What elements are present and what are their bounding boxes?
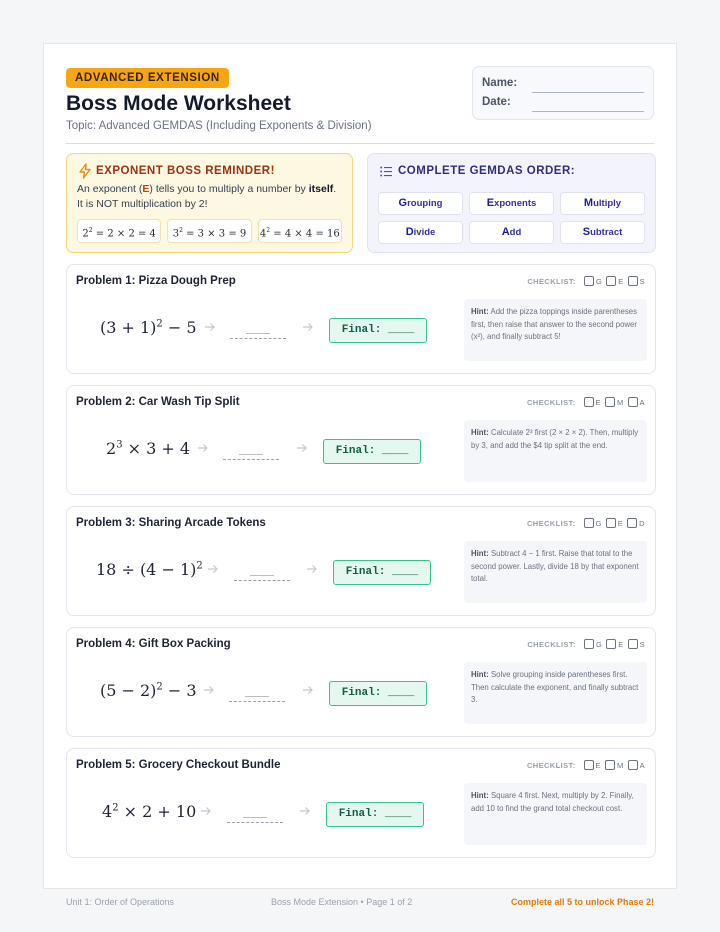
arrow-right-icon [296, 443, 308, 453]
arrow-right-icon [302, 322, 314, 332]
checklist-checkbox[interactable] [584, 276, 594, 286]
arrow-right-icon [204, 322, 216, 332]
problem-expression: $2^3 \times 3 + 4$ [106, 439, 191, 458]
hint-box: Hint: Add the pizza toppings inside parentheses first, then raise that answer to the second power (x²), and finally subtract 5! [464, 299, 647, 361]
gemdas-title: COMPLETE GEMDAS ORDER: [398, 165, 576, 177]
footer-divider [66, 888, 654, 889]
exponent-example: $2^2 = 2 \times 2 = 4$ [77, 219, 161, 243]
step-grouping: Grouping [378, 192, 463, 215]
checklist: CHECKLIST: E M A [526, 760, 645, 770]
work-blank[interactable]: ____ [223, 445, 279, 460]
gemdas-steps [378, 192, 645, 244]
final-answer-box[interactable]: Final: ____ [323, 439, 421, 464]
arrow-right-icon [207, 564, 219, 574]
checklist-checkbox[interactable] [606, 639, 616, 649]
gemdas-order-box [367, 153, 656, 253]
worksheet-page [43, 43, 677, 907]
final-answer-box[interactable]: Final: ____ [329, 318, 427, 343]
checklist-checkbox[interactable] [628, 639, 638, 649]
advanced-extension-badge: ADVANCED EXTENSION [66, 68, 229, 88]
problem-card-1 [66, 264, 656, 374]
problem-title: Problem 3: Sharing Arcade Tokens [76, 517, 266, 529]
hint-box: Hint: Subtract 4 − 1 first. Raise that total to the second power. Lastly, divide 18 by that exponent total. [464, 541, 647, 603]
footer-page-info: Boss Mode Extension • Page 1 of 2 [271, 897, 413, 907]
topic-subtitle: Topic: Advanced GEMDAS (Including Exponents & Division) [66, 120, 372, 132]
problem-card-5 [66, 748, 656, 858]
work-blank[interactable]: ____ [227, 808, 283, 823]
hint-box: Hint: Square 4 first. Next, multiply by 2. Finally, add 10 to find the grand total checkout cost. [464, 783, 647, 845]
step-multiply: Multiply [560, 192, 645, 215]
reminder-text: An exponent (E) tells you to multiply a number by itself. It is NOT multiplication by 2! [77, 183, 337, 210]
checklist-checkbox[interactable] [605, 760, 615, 770]
work-blank[interactable]: ____ [230, 324, 286, 339]
arrow-right-icon [302, 685, 314, 695]
exponent-example: $4^2 = 4 \times 4 = 16$ [258, 219, 342, 243]
problem-card-3 [66, 506, 656, 616]
footer-unlock-note: Complete all 5 to unlock Phase 2! [510, 897, 654, 907]
final-answer-box[interactable]: Final: ____ [329, 681, 427, 706]
checklist-checkbox[interactable] [628, 760, 638, 770]
checklist: CHECKLIST: G E S [527, 276, 645, 286]
checklist-checkbox[interactable] [584, 397, 594, 407]
checklist-checkbox[interactable] [584, 639, 594, 649]
arrow-right-icon [203, 685, 215, 695]
header-divider [66, 143, 654, 144]
exponent-example: $3^2 = 3 \times 3 = 9$ [167, 219, 251, 243]
problem-expression: $4^2 \times 2 + 10$ [102, 802, 197, 821]
checklist-checkbox[interactable] [584, 760, 594, 770]
step-divide: Divide [378, 221, 463, 244]
checklist-checkbox[interactable] [584, 518, 594, 528]
name-label: Name: [482, 77, 518, 89]
work-blank[interactable]: ____ [229, 687, 285, 702]
problem-title: Problem 1: Pizza Dough Prep [76, 275, 236, 287]
reminder-title: EXPONENT BOSS REMINDER! [96, 165, 275, 177]
step-add: Add [469, 221, 554, 244]
exponent-reminder-box [66, 153, 353, 253]
hint-box: Hint: Solve grouping inside parentheses first. Then calculate the exponent, and finally subtract 3. [464, 662, 647, 724]
date-label: Date: [482, 96, 511, 108]
name-row [482, 77, 644, 91]
checklist-checkbox[interactable] [606, 276, 616, 286]
problem-expression: $18 \div (4 - 1)^2$ [96, 560, 203, 579]
problem-card-4 [66, 627, 656, 737]
date-row [482, 96, 644, 110]
exponent-examples [77, 219, 342, 243]
problem-card-2 [66, 385, 656, 495]
final-answer-box[interactable]: Final: ____ [326, 802, 424, 827]
checklist-checkbox[interactable] [628, 397, 638, 407]
worksheet-content [66, 66, 654, 907]
checklist-checkbox[interactable] [606, 518, 616, 528]
name-date-box [472, 66, 654, 120]
name-field[interactable] [532, 92, 644, 93]
checklist-checkbox[interactable] [627, 518, 637, 528]
problem-title: Problem 2: Car Wash Tip Split [76, 396, 240, 408]
list-icon [380, 166, 392, 177]
problem-expression: $(5 - 2)^2 - 3$ [100, 681, 197, 700]
lightning-icon [78, 163, 92, 179]
checklist-checkbox[interactable] [605, 397, 615, 407]
checklist: CHECKLIST: G E S [527, 639, 645, 649]
checklist-checkbox[interactable] [628, 276, 638, 286]
problem-expression: $(3 + 1)^2 - 5$ [100, 318, 197, 337]
problem-title: Problem 4: Gift Box Packing [76, 638, 231, 650]
checklist: CHECKLIST: G E D [526, 518, 645, 528]
step-subtract: Subtract [560, 221, 645, 244]
footer-unit: Unit 1: Order of Operations [66, 897, 175, 907]
step-exponents: Exponents [469, 192, 554, 215]
final-answer-box[interactable]: Final: ____ [333, 560, 431, 585]
arrow-right-icon [197, 443, 209, 453]
date-field[interactable] [532, 111, 644, 112]
arrow-right-icon [299, 806, 311, 816]
arrow-right-icon [200, 806, 212, 816]
hint-box: Hint: Calculate 2³ first (2 × 2 × 2). Then, multiply by 3, and add the $4 tip split at the end. [464, 420, 647, 482]
page-title: Boss Mode Worksheet [66, 92, 291, 115]
checklist: CHECKLIST: E M A [526, 397, 645, 407]
problem-title: Problem 5: Grocery Checkout Bundle [76, 759, 281, 771]
arrow-right-icon [306, 564, 318, 574]
work-blank[interactable]: ____ [234, 566, 290, 581]
